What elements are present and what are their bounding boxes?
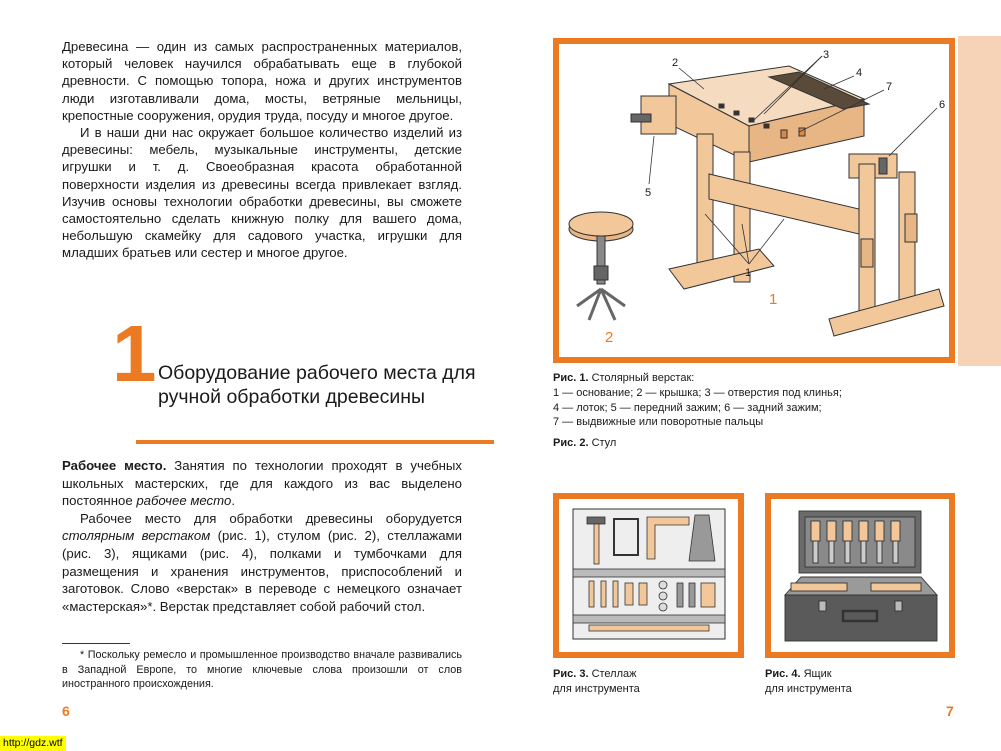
chapter-number: 1: [112, 309, 157, 398]
caption-fig3-title: Стеллаж: [588, 668, 637, 680]
callout-3: 3: [823, 49, 830, 61]
body-p2-text-b: (рис. 1), стулом (рис. 2), стеллажами (рис. 3), ящиками (рис. 4), полками и тумбочками для размещения и хранения инструментов, приспособлений и заготовок. Слово «верстак» в переводе с немецкого означает «мастерская»*. Верстак представляет собой рабочий стол.: [62, 528, 462, 614]
caption-fig1-line2: 4 — лоток; 5 — передний зажим; 6 — задний зажим;: [553, 401, 822, 414]
caption-figure-3: [553, 667, 744, 697]
callout-4: 4: [856, 67, 863, 79]
callout-5: 5: [645, 187, 652, 199]
figure-tool-rack-frame: [553, 493, 744, 658]
intro-text: [62, 38, 462, 262]
caption-fig4-label: Рис. 4.: [765, 668, 801, 680]
caption-figure-1: [553, 371, 955, 430]
callout-7: 7: [886, 81, 893, 93]
bench-dog: [781, 130, 787, 138]
page-number-left: 6: [62, 703, 70, 719]
term-workplace: Рабочее место.: [62, 458, 167, 473]
body-p2-text-a: Рабочее место для обработки древесины оборудуется: [80, 510, 462, 526]
tool-rack-illustration: [559, 499, 738, 652]
footnote: * Поскольку ремесло и промышленное производство вначале развивались в Западной Европе, то многие ключевые слова произошли от слов иностранного происхождения.: [62, 649, 462, 691]
caption-fig1-line1: 1 — основание; 2 — крышка; 3 — отверстия под клинья;: [553, 386, 842, 399]
workbench-illustration: [559, 44, 949, 357]
chapter-title: Оборудование рабочего места для ручной обработки древесины: [158, 362, 476, 408]
tool-box-illustration: [771, 499, 949, 652]
dog-hole: [719, 104, 724, 108]
body-p1-text-a: Занятия по технологии проходят в учебных школьных мастерских, где для каждого из вас выделено постоянное: [62, 458, 462, 509]
page-edge-strip: [958, 36, 1001, 366]
rack-shelf: [573, 615, 725, 623]
caption-fig1-line3: 7 — выдвижные или поворотные пальцы: [553, 416, 764, 429]
rack-shelf: [573, 569, 725, 577]
body-paragraph-2: [62, 510, 462, 616]
dog-hole: [749, 118, 754, 122]
body-p1-text-b: .: [231, 493, 235, 509]
term-workbench-italic: столярным верстаком: [62, 528, 211, 544]
foot-left: [669, 249, 774, 289]
callout-1: 1: [745, 267, 752, 279]
body-text: [62, 457, 462, 615]
figure-workbench-frame: [553, 38, 955, 363]
stool-illustration: [569, 212, 633, 320]
leg: [697, 134, 713, 274]
caption-fig2-label: Рис. 2.: [553, 437, 589, 449]
caption-fig4-title: Ящик: [800, 668, 832, 680]
figure-label-workbench: 1: [769, 291, 778, 308]
figure-tool-box-frame: [765, 493, 955, 658]
intro-paragraph-1: Древесина — один из самых распространенных материалов, который человек научился обрабатывать еще в глубокой древности. С помощью топора, ножа и других инструментов люди изготавливали дома, мосты, ветряные мельницы, крепостные сооружения, орудия труда, посуду и многое другое.: [62, 39, 462, 123]
box-base: [785, 595, 937, 641]
caption-fig3-label: Рис. 3.: [553, 668, 589, 680]
foot-right: [829, 289, 944, 336]
caption-figure-2: [553, 436, 853, 451]
vise-screw: [879, 158, 887, 174]
term-workplace-italic: рабочее место: [136, 493, 232, 509]
chapter-title-rule: [136, 440, 494, 444]
caption-figure-4: [765, 667, 955, 697]
side-peg: [905, 214, 917, 242]
stretcher: [709, 174, 859, 234]
side-peg: [861, 239, 873, 267]
body-paragraph-1: [62, 457, 462, 510]
intro-paragraph-2: И в наши дни нас окружает большое количество изделий из древесины: мебель, музыкальные инструменты, детские игрушки и т. д. Своеобразная красота обработанной поверхности изделия из древесины всегда привлекает взгляд. Изучив основы технологии обработки древесины, вы сможете самостоятельно сделать книжную полку для вашего дома, небольшую скамейку для садового участка, игрушки для младших братьев или сестер и многое другое.: [62, 125, 462, 261]
callout-2: 2: [672, 57, 679, 69]
page-number-right: 7: [946, 703, 954, 719]
footnote-rule: [62, 643, 130, 644]
dog-hole: [764, 124, 769, 128]
callout-6: 6: [939, 99, 946, 111]
caption-fig1-title: Столярный верстак:: [588, 372, 695, 384]
dog-hole: [734, 111, 739, 115]
caption-fig4-line2: для инструмента: [765, 682, 852, 695]
figure-label-stool: 2: [605, 329, 614, 346]
site-watermark: http://gdz.wtf: [0, 736, 66, 751]
caption-fig2-title: Стул: [588, 437, 617, 449]
vise-handle: [631, 114, 651, 122]
caption-fig3-line2: для инструмента: [553, 682, 640, 695]
caption-fig1-label: Рис. 1.: [553, 372, 589, 384]
